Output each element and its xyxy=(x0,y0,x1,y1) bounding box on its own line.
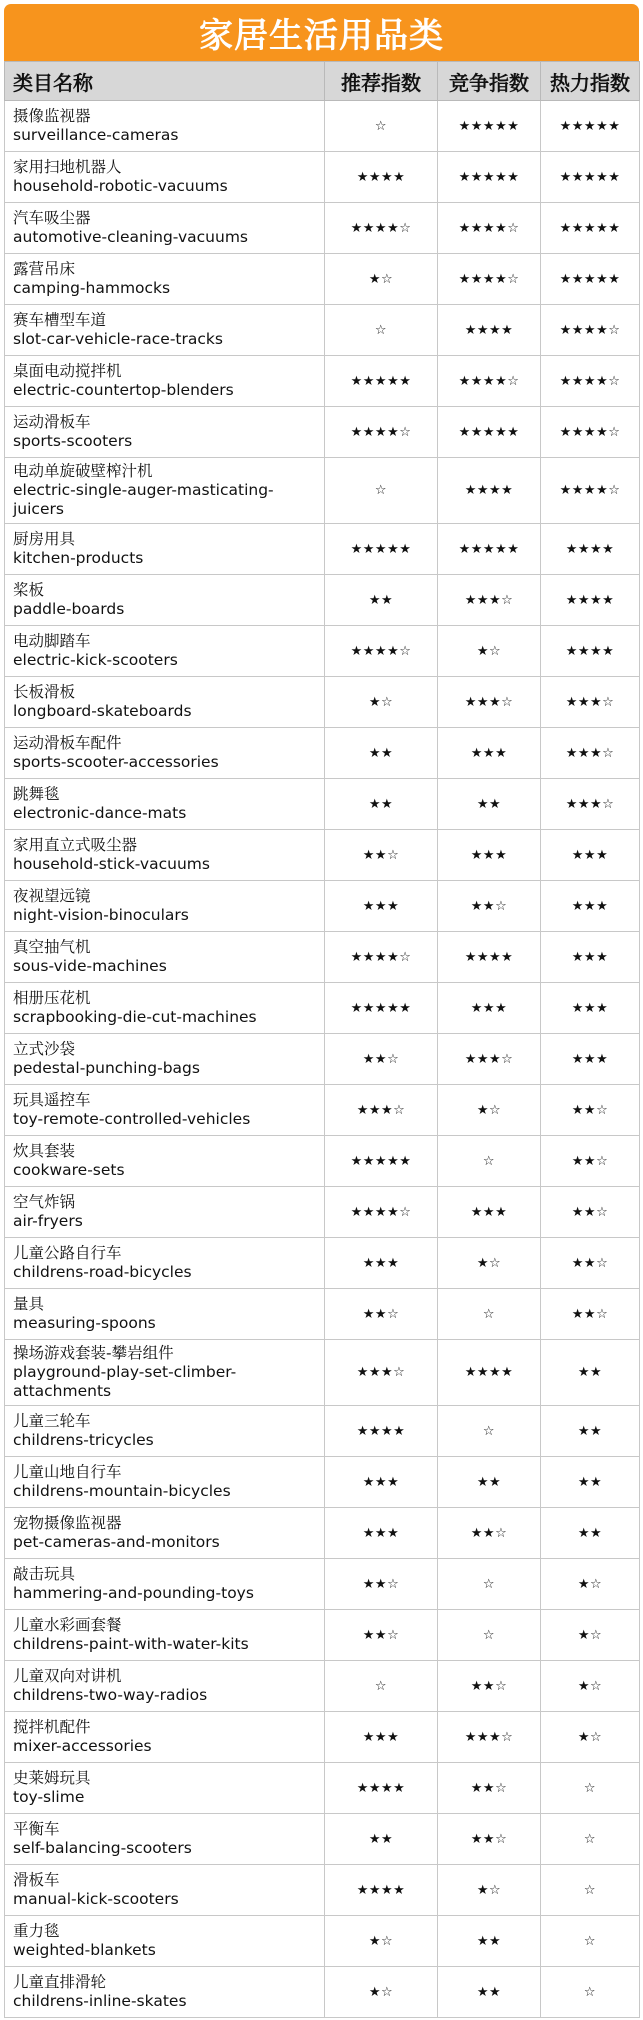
heat-stars: ★★★★ xyxy=(541,626,640,677)
recommend-stars: ★★ xyxy=(325,779,438,830)
heat-stars: ★★★★ xyxy=(541,575,640,626)
category-cell xyxy=(5,1661,325,1712)
recommend-stars: ★★★★★ xyxy=(325,524,438,575)
category-name-en: mixer-accessories xyxy=(13,1737,152,1755)
heat-stars: ★★★ xyxy=(541,881,640,932)
recommend-stars: ★★★ xyxy=(325,1712,438,1763)
category-name-zh: 长板滑板 xyxy=(13,683,76,701)
table-row xyxy=(5,677,640,728)
competition-stars: ★★ xyxy=(438,1916,541,1967)
competition-stars: ★★★☆ xyxy=(438,575,541,626)
category-table xyxy=(4,61,640,2018)
table-row xyxy=(5,1661,640,1712)
category-cell xyxy=(5,626,325,677)
category-name-zh: 儿童三轮车 xyxy=(13,1412,91,1430)
category-name-zh: 空气炸锅 xyxy=(13,1193,76,1211)
heat-stars: ★★☆ xyxy=(541,1085,640,1136)
heat-stars: ★★★☆ xyxy=(541,677,640,728)
page-title: 家居生活用品类 xyxy=(4,4,639,61)
category-name-en: paddle-boards xyxy=(13,600,125,618)
heat-stars: ★★★★☆ xyxy=(541,356,640,407)
table-row xyxy=(5,1457,640,1508)
competition-stars: ★★☆ xyxy=(438,881,541,932)
table-row xyxy=(5,1238,640,1289)
heat-stars: ★★★★☆ xyxy=(541,407,640,458)
category-name-en: household-stick-vacuums xyxy=(13,855,210,873)
category-name-en: cookware-sets xyxy=(13,1161,125,1179)
category-name-zh: 跳舞毯 xyxy=(13,785,60,803)
category-cell xyxy=(5,407,325,458)
category-name-en: automotive-cleaning-vacuums xyxy=(13,228,248,246)
category-cell xyxy=(5,1238,325,1289)
table-row xyxy=(5,830,640,881)
category-name-zh: 滑板车 xyxy=(13,1871,60,1889)
category-name-zh: 夜视望远镜 xyxy=(13,887,91,905)
recommend-stars: ★★★★ xyxy=(325,152,438,203)
table-row xyxy=(5,458,640,524)
category-name-en: childrens-paint-with-water-kits xyxy=(13,1635,249,1653)
category-cell xyxy=(5,1085,325,1136)
heat-stars: ★★★ xyxy=(541,932,640,983)
table-row xyxy=(5,1916,640,1967)
competition-stars: ★★★ xyxy=(438,1187,541,1238)
competition-stars: ★★★☆ xyxy=(438,1712,541,1763)
category-cell xyxy=(5,779,325,830)
competition-stars: ★★★★ xyxy=(438,305,541,356)
category-name-en: self-balancing-scooters xyxy=(13,1839,192,1857)
category-cell xyxy=(5,1406,325,1457)
category-name-zh: 桨板 xyxy=(13,581,45,599)
category-name-en: electronic-dance-mats xyxy=(13,804,187,822)
recommend-stars: ★★★ xyxy=(325,1457,438,1508)
competition-stars: ★☆ xyxy=(438,1238,541,1289)
table-row xyxy=(5,1034,640,1085)
category-name-en: pet-cameras-and-monitors xyxy=(13,1533,220,1551)
recommend-stars: ★★☆ xyxy=(325,1610,438,1661)
heat-stars: ☆ xyxy=(541,1865,640,1916)
recommend-stars: ★★★★ xyxy=(325,1763,438,1814)
category-cell xyxy=(5,1289,325,1340)
category-cell xyxy=(5,524,325,575)
recommend-stars: ☆ xyxy=(325,458,438,524)
category-name-zh: 儿童双向对讲机 xyxy=(13,1667,122,1685)
category-name-zh: 儿童直排滑轮 xyxy=(13,1973,107,1991)
table-row xyxy=(5,1865,640,1916)
competition-stars: ★★★☆ xyxy=(438,677,541,728)
table-row xyxy=(5,779,640,830)
heat-stars: ★★★☆ xyxy=(541,779,640,830)
category-name-zh: 电动单旋破壁榨汁机 xyxy=(13,462,153,480)
heat-stars: ☆ xyxy=(541,1763,640,1814)
recommend-stars: ★★☆ xyxy=(325,1289,438,1340)
heat-stars: ★★★ xyxy=(541,1034,640,1085)
table-row xyxy=(5,575,640,626)
recommend-stars: ☆ xyxy=(325,305,438,356)
recommend-stars: ☆ xyxy=(325,101,438,152)
heat-stars: ★★★ xyxy=(541,983,640,1034)
category-name-zh: 家用直立式吸尘器 xyxy=(13,836,138,854)
recommend-stars: ★★★ xyxy=(325,1508,438,1559)
category-name-zh: 真空抽气机 xyxy=(13,938,91,956)
category-name-zh: 电动脚踏车 xyxy=(13,632,91,650)
category-cell xyxy=(5,1610,325,1661)
heat-stars: ★★★★★ xyxy=(541,203,640,254)
category-cell xyxy=(5,203,325,254)
table-row xyxy=(5,101,640,152)
recommend-stars: ★★★★☆ xyxy=(325,1187,438,1238)
recommend-stars: ★★★☆ xyxy=(325,1340,438,1406)
recommend-stars: ★★★★☆ xyxy=(325,203,438,254)
recommend-stars: ★★ xyxy=(325,728,438,779)
category-name-zh: 搅拌机配件 xyxy=(13,1718,91,1736)
table-body xyxy=(5,101,640,2018)
competition-stars: ★★★★ xyxy=(438,1340,541,1406)
table-row xyxy=(5,932,640,983)
category-name-en: electric-countertop-blenders xyxy=(13,381,234,399)
competition-stars: ★☆ xyxy=(438,626,541,677)
category-name-zh: 露营吊床 xyxy=(13,260,76,278)
category-name-zh: 宠物摄像监视器 xyxy=(13,1514,122,1532)
category-name-zh: 厨房用具 xyxy=(13,530,76,548)
table-row xyxy=(5,1085,640,1136)
heat-stars: ★★★ xyxy=(541,830,640,881)
recommend-stars: ★★ xyxy=(325,1814,438,1865)
heat-stars: ★★☆ xyxy=(541,1238,640,1289)
heat-stars: ★★☆ xyxy=(541,1136,640,1187)
heat-stars: ☆ xyxy=(541,1814,640,1865)
table-row xyxy=(5,1136,640,1187)
category-cell xyxy=(5,728,325,779)
competition-stars: ★★☆ xyxy=(438,1661,541,1712)
competition-stars: ★★★☆ xyxy=(438,1034,541,1085)
table-row xyxy=(5,356,640,407)
category-name-zh: 重力毯 xyxy=(13,1922,60,1940)
competition-stars: ★★★★★ xyxy=(438,407,541,458)
category-cell xyxy=(5,1508,325,1559)
category-name-zh: 玩具遥控车 xyxy=(13,1091,91,1109)
category-cell xyxy=(5,101,325,152)
recommend-stars: ★☆ xyxy=(325,254,438,305)
table-row xyxy=(5,1712,640,1763)
competition-stars: ★★ xyxy=(438,779,541,830)
category-cell xyxy=(5,1763,325,1814)
category-cell xyxy=(5,305,325,356)
category-name-zh: 桌面电动搅拌机 xyxy=(13,362,122,380)
table-row xyxy=(5,983,640,1034)
heat-stars: ☆ xyxy=(541,1916,640,1967)
category-name-en: scrapbooking-die-cut-machines xyxy=(13,1008,257,1026)
heat-stars: ★☆ xyxy=(541,1610,640,1661)
category-name-en: sports-scooter-accessories xyxy=(13,753,219,771)
table-row xyxy=(5,1763,640,1814)
competition-stars: ★☆ xyxy=(438,1865,541,1916)
category-name-zh: 儿童水彩画套餐 xyxy=(13,1616,122,1634)
table-row xyxy=(5,1559,640,1610)
category-name-en: childrens-two-way-radios xyxy=(13,1686,208,1704)
recommend-stars: ★☆ xyxy=(325,1967,438,2018)
category-name-en: manual-kick-scooters xyxy=(13,1890,179,1908)
table-row xyxy=(5,881,640,932)
category-name-en: hammering-and-pounding-toys xyxy=(13,1584,254,1602)
table-row xyxy=(5,524,640,575)
category-name-zh: 炊具套装 xyxy=(13,1142,76,1160)
table-row xyxy=(5,254,640,305)
category-name-en: childrens-inline-skates xyxy=(13,1992,187,2010)
recommend-stars: ★★★ xyxy=(325,1238,438,1289)
category-name-zh: 儿童山地自行车 xyxy=(13,1463,122,1481)
category-name-en: household-robotic-vacuums xyxy=(13,177,228,195)
recommend-stars: ★★ xyxy=(325,575,438,626)
recommend-stars: ★★★☆ xyxy=(325,1085,438,1136)
category-cell xyxy=(5,152,325,203)
category-name-en: sous-vide-machines xyxy=(13,957,167,975)
category-cell xyxy=(5,458,325,524)
recommend-stars: ★★★★ xyxy=(325,1865,438,1916)
table-row xyxy=(5,1814,640,1865)
recommend-stars: ★★★ xyxy=(325,881,438,932)
category-name-en: slot-car-vehicle-race-tracks xyxy=(13,330,223,348)
category-name-zh: 史莱姆玩具 xyxy=(13,1769,91,1787)
table-row xyxy=(5,1508,640,1559)
category-name-zh: 立式沙袋 xyxy=(13,1040,76,1058)
header-recommend-index: 推荐指数 xyxy=(325,62,438,101)
category-name-zh: 量具 xyxy=(13,1295,45,1313)
category-name-en: sports-scooters xyxy=(13,432,133,450)
category-name-zh: 敲击玩具 xyxy=(13,1565,76,1583)
table-row xyxy=(5,1967,640,2018)
competition-stars: ☆ xyxy=(438,1136,541,1187)
category-name-en: electric-kick-scooters xyxy=(13,651,178,669)
competition-stars: ★★★★☆ xyxy=(438,203,541,254)
category-cell xyxy=(5,1559,325,1610)
competition-stars: ★☆ xyxy=(438,1085,541,1136)
heat-stars: ★★ xyxy=(541,1508,640,1559)
table-row xyxy=(5,305,640,356)
category-name-en: toy-slime xyxy=(13,1788,85,1806)
competition-stars: ★★ xyxy=(438,1967,541,2018)
category-cell xyxy=(5,575,325,626)
category-name-en: camping-hammocks xyxy=(13,279,171,297)
table-row xyxy=(5,728,640,779)
category-cell xyxy=(5,1712,325,1763)
heat-stars: ★★★★★ xyxy=(541,152,640,203)
competition-stars: ☆ xyxy=(438,1559,541,1610)
heat-stars: ★☆ xyxy=(541,1559,640,1610)
recommend-stars: ★★☆ xyxy=(325,1034,438,1085)
table-row xyxy=(5,152,640,203)
category-cell xyxy=(5,1136,325,1187)
category-name-zh: 家用扫地机器人 xyxy=(13,158,122,176)
category-name-zh: 儿童公路自行车 xyxy=(13,1244,122,1262)
category-name-en: measuring-spoons xyxy=(13,1314,156,1332)
heat-stars: ★☆ xyxy=(541,1712,640,1763)
category-name-en: weighted-blankets xyxy=(13,1941,156,1959)
heat-stars: ★★★☆ xyxy=(541,728,640,779)
category-name-en: childrens-mountain-bicycles xyxy=(13,1482,231,1500)
category-name-en: electric-single-auger-masticating-juicers xyxy=(13,481,274,518)
competition-stars: ★★☆ xyxy=(438,1763,541,1814)
category-cell xyxy=(5,1865,325,1916)
heat-stars: ★★★★☆ xyxy=(541,305,640,356)
recommend-stars: ★★★★☆ xyxy=(325,407,438,458)
recommend-stars: ☆ xyxy=(325,1661,438,1712)
table-row xyxy=(5,1340,640,1406)
header-competition-index: 竞争指数 xyxy=(438,62,541,101)
category-name-zh: 操场游戏套装-攀岩组件 xyxy=(13,1344,174,1362)
competition-stars: ★★★★★ xyxy=(438,101,541,152)
heat-stars: ★★☆ xyxy=(541,1289,640,1340)
recommend-stars: ★★★★ xyxy=(325,1406,438,1457)
table-row xyxy=(5,203,640,254)
header-category-name: 类目名称 xyxy=(5,62,325,101)
category-name-zh: 相册压花机 xyxy=(13,989,91,1007)
recommend-stars: ★★★★★ xyxy=(325,983,438,1034)
table-row xyxy=(5,1187,640,1238)
category-cell xyxy=(5,983,325,1034)
recommend-stars: ★★★★☆ xyxy=(325,932,438,983)
category-name-en: playground-play-set-climber-attachments xyxy=(13,1363,237,1400)
competition-stars: ☆ xyxy=(438,1406,541,1457)
category-cell xyxy=(5,881,325,932)
category-name-en: kitchen-products xyxy=(13,549,144,567)
table-row xyxy=(5,626,640,677)
competition-stars: ★★★★★ xyxy=(438,524,541,575)
category-name-en: air-fryers xyxy=(13,1212,83,1230)
heat-stars: ★☆ xyxy=(541,1661,640,1712)
table-row xyxy=(5,1610,640,1661)
competition-stars: ☆ xyxy=(438,1289,541,1340)
heat-stars: ★★ xyxy=(541,1406,640,1457)
category-cell xyxy=(5,677,325,728)
table-row xyxy=(5,1406,640,1457)
category-cell xyxy=(5,932,325,983)
competition-stars: ★★★ xyxy=(438,728,541,779)
category-cell xyxy=(5,1916,325,1967)
category-cell xyxy=(5,1967,325,2018)
category-name-en: childrens-tricycles xyxy=(13,1431,154,1449)
category-name-en: longboard-skateboards xyxy=(13,702,192,720)
competition-stars: ★★★★☆ xyxy=(438,254,541,305)
competition-stars: ★★★★★ xyxy=(438,152,541,203)
category-name-zh: 汽车吸尘器 xyxy=(13,209,91,227)
recommend-stars: ★☆ xyxy=(325,1916,438,1967)
competition-stars: ★★☆ xyxy=(438,1814,541,1865)
category-name-zh: 运动滑板车配件 xyxy=(13,734,122,752)
category-cell xyxy=(5,830,325,881)
category-name-en: night-vision-binoculars xyxy=(13,906,189,924)
heat-stars: ★★★★★ xyxy=(541,101,640,152)
heat-stars: ★★★★ xyxy=(541,524,640,575)
category-name-en: childrens-road-bicycles xyxy=(13,1263,192,1281)
heat-stars: ★★ xyxy=(541,1457,640,1508)
recommend-stars: ★☆ xyxy=(325,677,438,728)
category-name-zh: 摄像监视器 xyxy=(13,107,91,125)
heat-stars: ★★★★★ xyxy=(541,254,640,305)
category-name-zh: 运动滑板车 xyxy=(13,413,91,431)
category-name-zh: 平衡车 xyxy=(13,1820,60,1838)
table-row xyxy=(5,407,640,458)
category-name-zh: 赛车槽型车道 xyxy=(13,311,107,329)
competition-stars: ★★★★ xyxy=(438,458,541,524)
category-cell xyxy=(5,1814,325,1865)
category-cell xyxy=(5,1457,325,1508)
category-cell xyxy=(5,1340,325,1406)
recommend-stars: ★★★★★ xyxy=(325,356,438,407)
competition-stars: ★★ xyxy=(438,1457,541,1508)
competition-stars: ★★★★ xyxy=(438,932,541,983)
heat-stars: ★★ xyxy=(541,1340,640,1406)
category-cell xyxy=(5,356,325,407)
header-heat-index: 热力指数 xyxy=(541,62,640,101)
category-name-en: pedestal-punching-bags xyxy=(13,1059,200,1077)
recommend-stars: ★★☆ xyxy=(325,1559,438,1610)
competition-stars: ★★☆ xyxy=(438,1508,541,1559)
recommend-stars: ★★★★★ xyxy=(325,1136,438,1187)
heat-stars: ☆ xyxy=(541,1967,640,2018)
competition-stars: ★★★★☆ xyxy=(438,356,541,407)
category-name-en: surveillance-cameras xyxy=(13,126,179,144)
category-cell xyxy=(5,1187,325,1238)
competition-stars: ★★★ xyxy=(438,983,541,1034)
category-cell xyxy=(5,1034,325,1085)
competition-stars: ☆ xyxy=(438,1610,541,1661)
recommend-stars: ★★☆ xyxy=(325,830,438,881)
category-cell xyxy=(5,254,325,305)
table-header-row xyxy=(5,62,640,101)
heat-stars: ★★★★☆ xyxy=(541,458,640,524)
category-name-en: toy-remote-controlled-vehicles xyxy=(13,1110,251,1128)
recommend-stars: ★★★★☆ xyxy=(325,626,438,677)
heat-stars: ★★☆ xyxy=(541,1187,640,1238)
table-row xyxy=(5,1289,640,1340)
competition-stars: ★★★ xyxy=(438,830,541,881)
